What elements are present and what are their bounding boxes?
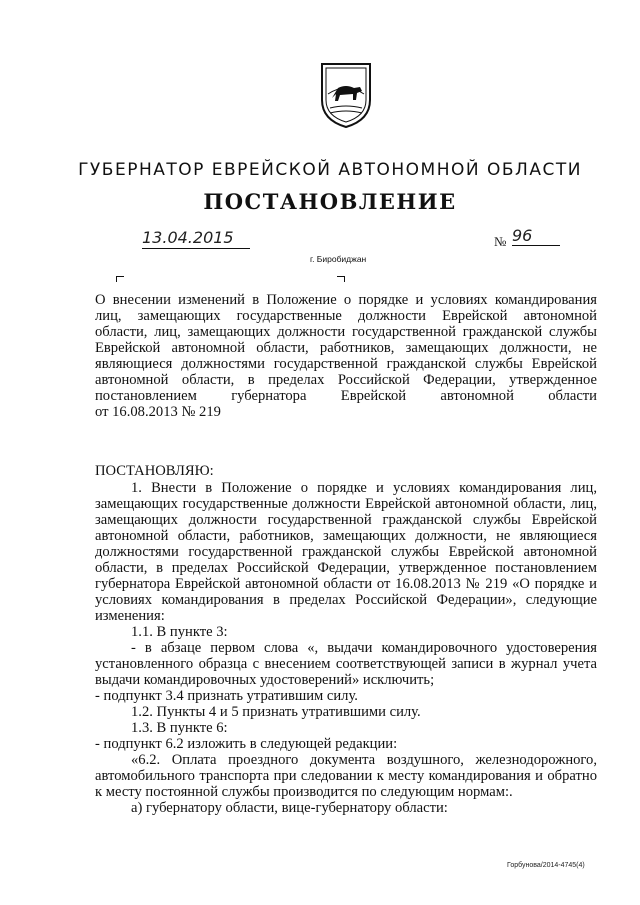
- city-label: г. Биробиджан: [310, 254, 367, 264]
- item-1-1: 1.1. В пункте 3:: [131, 624, 228, 640]
- subject-line: постановлением губернатора Еврейской автономной области: [95, 388, 597, 404]
- coat-of-arms-emblem: [318, 60, 374, 130]
- subject-block: [95, 292, 597, 420]
- item-1-3: 1.3. В пункте 6:: [131, 720, 228, 736]
- item-1-1-b: - подпункт 3.4 признать утратившим силу.: [95, 688, 358, 704]
- number-label: №: [494, 234, 507, 249]
- subject-line: Еврейской автономной области, работников, замещающих должности, не: [95, 340, 597, 356]
- subject-bracket-left: [116, 276, 124, 282]
- item-1: 1. Внести в Положение о порядке и условиях командирования лиц, замещающих государственные должности Еврейской автономной области, лиц, замещающих должности государственной гражданской службы Еврейской автономной области, работников, замещающих должности, не являющиеся должностями государственной гражданской службы Еврейской автономной области, в пределах Российской Федерации, утвержденное постановлением губернатора Еврейской автономной области от 16.08.2013 № 219 «О порядке и условиях командирования в пределах Российской Федерации», следующие изменения:: [95, 480, 597, 624]
- item-1-2: 1.2. Пункты 4 и 5 признать утратившими силу.: [131, 704, 421, 720]
- subject-line: О внесении изменений в Положение о порядке и условиях командирования: [95, 292, 597, 308]
- subject-line: являющиеся должностями государственной гражданской службы Еврейской: [95, 356, 597, 372]
- resolution-body: [95, 463, 597, 816]
- document-number: 96: [512, 226, 560, 246]
- footer-reference: Горбунова/2014-4745(4): [507, 862, 585, 869]
- resolve-heading: ПОСТАНОВЛЯЮ:: [95, 463, 214, 479]
- item-1-1-a: - в абзаце первом слова «, выдачи командировочного удостоверения установленного образца с внесением соответствующей записи в журнал учета выдачи командировочных удостоверений» исключить;: [95, 640, 597, 688]
- subject-line: от 16.08.2013 № 219: [95, 404, 221, 420]
- authority-heading: ГУБЕРНАТОР ЕВРЕЙСКОЙ АВТОНОМНОЙ ОБЛАСТИ: [78, 160, 582, 180]
- subject-line: автономной области, в пределах Российской Федерации, утвержденное: [95, 372, 597, 388]
- document-title: ПОСТАНОВЛЕНИЕ: [203, 189, 457, 214]
- subject-line: области, лиц, замещающих должности государственной гражданской службы: [95, 324, 597, 340]
- item-1-3-a-a: а) губернатору области, вице-губернатору области:: [131, 800, 448, 816]
- item-1-3-quote: «6.2. Оплата проездного документа воздушного, железнодорожного, автомобильного транспорта при следовании к месту командирования и обратно к месту постоянной службы производится по следующим нормам:.: [95, 752, 597, 800]
- subject-bracket-right: [337, 276, 345, 282]
- item-1-3-a: - подпункт 6.2 изложить в следующей редакции:: [95, 736, 398, 752]
- document-date: 13.04.2015: [142, 228, 250, 249]
- subject-line: лиц, замещающих государственные должности Еврейской автономной: [95, 308, 597, 324]
